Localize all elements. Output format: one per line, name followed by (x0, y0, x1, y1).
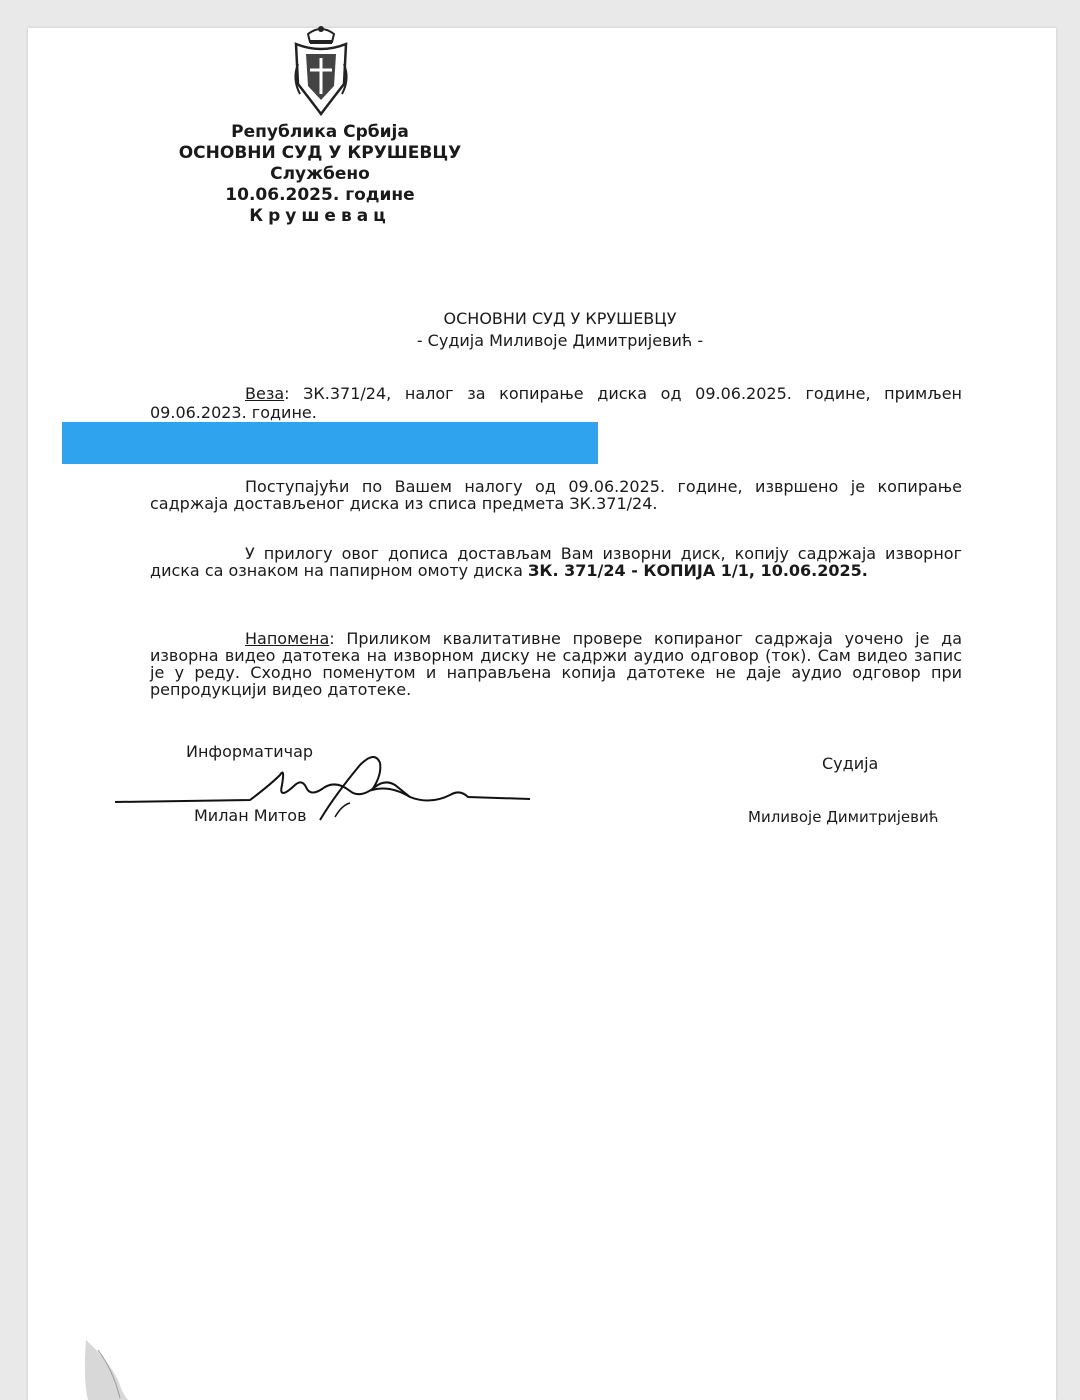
document-page (28, 28, 1056, 1400)
signatory-left-title: Информатичар (186, 742, 314, 761)
paragraph-attachment (150, 545, 962, 579)
note-text: : Приликом квалитативне провере копираног садржаја уочено је да изворна видео датотека на изворном диску не садржи аудио одговор (ток). Сам видео запис је у реду. Сходно поменутом и направљена копија датотеке не даје аудио одговор при репродукцији видео датотеке. (150, 629, 962, 699)
coat-of-arms-icon (290, 24, 352, 120)
header-official: Службено (270, 164, 370, 184)
note-label: Напомена (245, 629, 330, 648)
reference-text: : ЗК.371/24, налог за копирање диска од 09.06.2025. године, примљен 09.06.2023. године. (150, 384, 962, 422)
header-city: Крушевац (249, 206, 391, 226)
note-paragraph (150, 630, 962, 698)
scan-smudge-icon (28, 1330, 148, 1400)
redaction-bar (62, 422, 598, 464)
addressee-court: ОСНОВНИ СУД У КРУШЕВЦУ (443, 309, 677, 328)
paragraph-copying (150, 478, 962, 512)
reference-paragraph (150, 384, 962, 422)
addressee-judge: - Судија Миливоје Димитријевић - (416, 331, 704, 350)
sender-header (150, 122, 490, 227)
handwritten-signature-icon (110, 745, 540, 825)
paragraph-attachment-label: ЗК. 371/24 - КОПИЈА 1/1, 10.06.2025. (528, 561, 868, 580)
header-court: ОСНОВНИ СУД У КРУШЕВЦУ (178, 143, 462, 163)
paragraph-copying-text: Поступајући по Вашем налогу од 09.06.2025. године, извршено је копирање садржаја достављеног диска из списа предмета ЗК.371/24. (150, 477, 962, 513)
paragraph-attachment-text: У прилогу овог дописа достављам Вам изворни диск, копију садржаја изворног диска са ознаком на папирном омоту диска (150, 544, 962, 580)
reference-label: Веза (245, 384, 285, 403)
header-date: 10.06.2025. године (225, 185, 415, 205)
signatory-left-name: Милан Митов (194, 806, 307, 825)
header-country: Република Србија (231, 122, 409, 142)
signatory-right-name: Миливоје Димитријевић (748, 808, 939, 826)
signatory-right-title: Судија (822, 754, 879, 773)
addressee-block (360, 308, 760, 352)
